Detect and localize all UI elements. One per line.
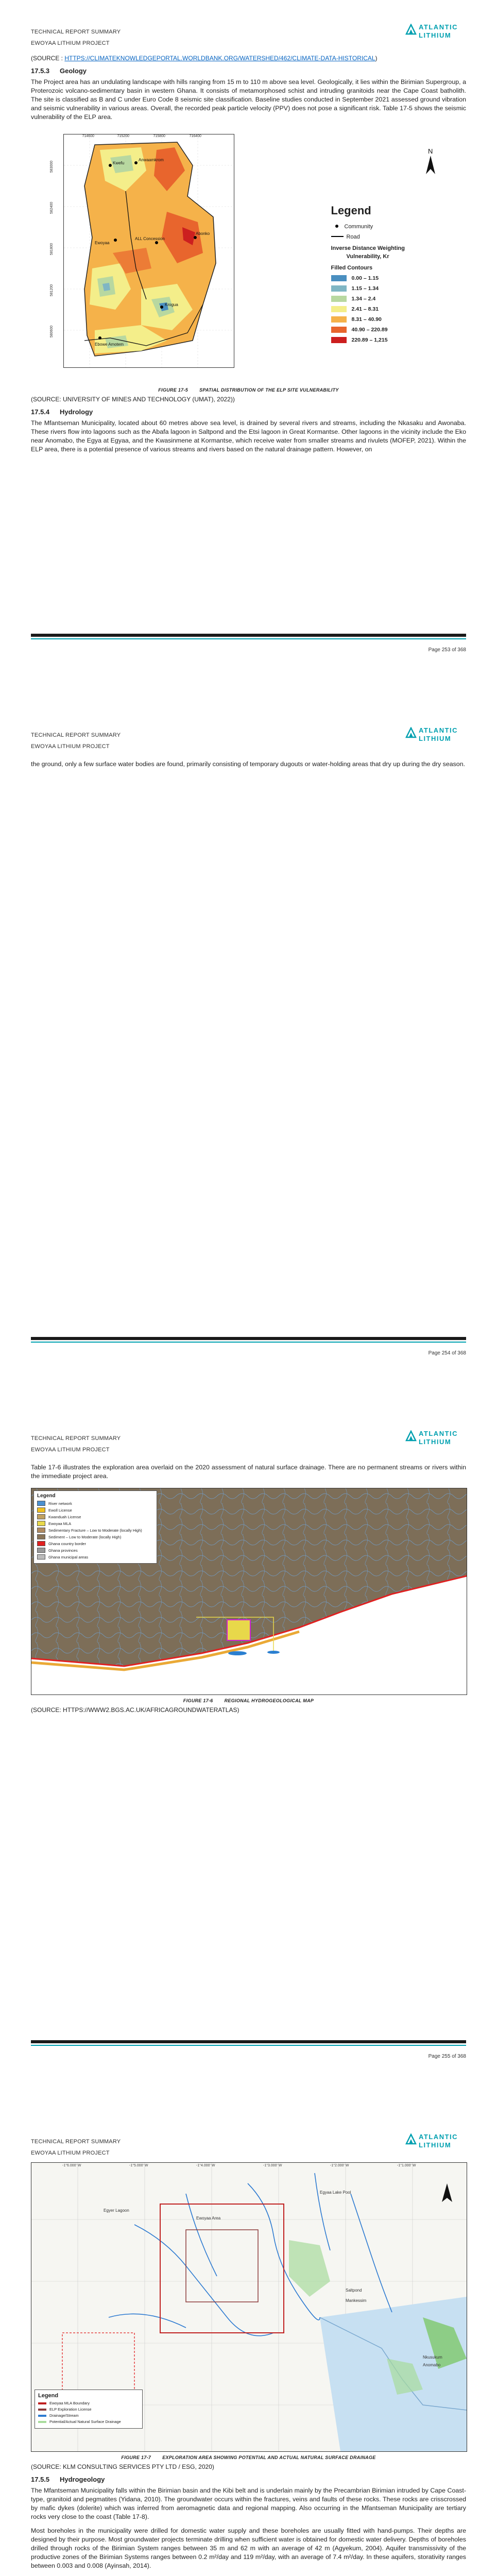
legend-swatch <box>38 2409 46 2411</box>
place-ewoyaa-area: Ewoyaa Area <box>196 2216 221 2221</box>
contour-legend-row <box>331 285 455 292</box>
logo-text-line1: ATLANTIC <box>419 1430 458 1437</box>
contour-label: 8.31 – 40.90 <box>351 316 382 323</box>
report-title: TECHNICAL REPORT SUMMARY <box>31 1435 121 1442</box>
place-concession: ALL Concession <box>134 236 165 241</box>
section-heading-hydrology <box>31 408 466 416</box>
legend-label: Sedimentary Fracture – Low to Moderate (locally High) <box>48 1528 142 1533</box>
atlantic-lithium-logo <box>405 22 466 41</box>
place-anwaamkrom: Anwaamkrom <box>138 158 164 162</box>
figure-17-6-source: (SOURCE: HTTPS://WWW2.BGS.AC.UK/AFRICAGROUNDWATERATLAS) <box>31 1706 239 1714</box>
contour-swatch <box>331 327 347 333</box>
atlantic-lithium-logo <box>405 1428 466 1448</box>
legend-label: Ewoll License <box>48 1507 72 1513</box>
contour-legend-row <box>331 337 455 343</box>
x-tick: -1°5.000' W <box>129 2164 148 2167</box>
legend-swatch <box>37 1501 45 1506</box>
hydrogeology-paragraph-2: Most boreholes in the municipality were drilled for domestic water supply and these boreholes are usually fitted with hand-pumps. Their depths are designed by their purpose. Most groundwater projects terminate drilling when sufficient water is obtained for domestic water delivery. Depths of boreholes drilled through rocks of the Birimian System ranges between 35 m and 62 m with an average of 42 m (Agyekum, 2004). Aquifer transmissivity of the productive zones of the Birimian Systems ranges between 0.2 m²/day and 119 m²/day, with an average of 7.4 m²/day. In these aquifers, storativity ranges between 0.003 and 0.008 (Ayinsah, 2014). <box>31 2527 466 2569</box>
logo-triangle-icon <box>405 2133 417 2145</box>
contour-label: 2.41 – 8.31 <box>351 306 379 312</box>
legend-swatch <box>37 1507 45 1513</box>
legend-swatch <box>38 2402 46 2404</box>
x-tick: 716400 <box>189 134 201 138</box>
figure-17-5-source: (SOURCE: UNIVERSITY OF MINES AND TECHNOLOGY (UMAT), 2022)) <box>31 396 235 403</box>
section-heading-hydrogeology <box>31 2476 466 2483</box>
place-kwefu: Kwefu <box>112 161 124 165</box>
legend-community <box>331 224 455 230</box>
logo-text-line1: ATLANTIC <box>419 23 458 31</box>
vulnerability-map-graphic <box>64 134 234 367</box>
page-254 <box>0 703 497 1406</box>
place-ewoyaa: Ewoyaa <box>94 241 109 245</box>
hydrology-paragraph: The Mfantseman Municipality, located about 60 metres above sea level, is drained by several rivers and streams, including the Nkasaku and Awonaba. These rivers flow into lagoons such as the Abafa lagoon in Saltpond and the Etsi lagoon in Great Kormantse. Other lagoons in the vicinity include the Eko near Anomabo, the Egya at Egyaa, and the Kwasinmene at Kormantse, which receive water from smaller streams and rivulets (MOFEP, 2021). Within the ELP area, there is a potential presence of various streams and rivers based on the natural drainage pattern. However, on <box>31 419 466 453</box>
legend-swatch <box>37 1554 45 1560</box>
contour-swatch <box>331 337 347 343</box>
section-number: 17.5.5 <box>31 2476 50 2483</box>
drain-legend-list <box>38 2401 139 2424</box>
page-number: Page 254 of 368 <box>428 1350 466 1356</box>
report-title: TECHNICAL REPORT SUMMARY <box>31 732 121 738</box>
source-citation <box>31 55 466 62</box>
drain-legend-row <box>38 2401 139 2405</box>
legend-swatch <box>37 1548 45 1553</box>
legend-label: ELP Exploration License <box>49 2407 92 2412</box>
contour-swatch <box>331 316 347 323</box>
section-title: Hydrology <box>60 408 93 416</box>
figure-17-6-caption <box>31 1698 466 1703</box>
hydro-legend-row <box>37 1507 153 1513</box>
footer-rule <box>31 634 466 637</box>
hydro-legend <box>33 1490 157 1564</box>
y-tick: 581200 <box>49 284 54 297</box>
y-tick: 582400 <box>49 201 54 214</box>
report-title: TECHNICAL REPORT SUMMARY <box>31 2139 121 2145</box>
y-tick: 583000 <box>49 160 54 173</box>
hydro-legend-row <box>37 1528 153 1533</box>
footer-accent-rule <box>31 1342 466 1343</box>
legend-label: Drainage/Stream <box>49 2413 79 2418</box>
x-tick: -1°2.000' W <box>330 2164 349 2167</box>
contour-label: 1.34 – 2.4 <box>351 296 376 302</box>
contour-legend-row <box>331 296 455 302</box>
figure-title: SPATIAL DISTRIBUTION OF THE ELP SITE VULNERABILITY <box>199 387 339 393</box>
section-title: Geology <box>60 67 87 75</box>
atlantic-lithium-logo <box>405 2131 466 2151</box>
place-nkusukum: Nkusukum <box>423 2355 442 2360</box>
figure-17-7-source: (SOURCE: KLM CONSULTING SERVICES PTY LTD / ESG, 2020) <box>31 2463 214 2470</box>
place-anomabo: Anomabo <box>423 2363 441 2367</box>
legend-community-label: Community <box>344 224 373 230</box>
hydrology-continued-paragraph: the ground, only a few surface water bodies are found, primarily consisting of temporary dugouts or water-holding areas that dry up during the dry season. <box>31 760 466 768</box>
svg-text:N: N <box>427 147 433 155</box>
contour-legend-row <box>331 316 455 323</box>
section-heading-geology <box>31 67 466 75</box>
logo-triangle-icon <box>405 1430 417 1442</box>
source-prefix: (SOURCE : <box>31 55 65 62</box>
contour-swatch <box>331 275 347 281</box>
legend-idw-line2: Vulnerability, Kr <box>346 253 389 260</box>
page-255 <box>0 1406 497 2110</box>
x-tick: -1°4.000' W <box>196 2164 215 2167</box>
contour-label: 40.90 – 220.89 <box>351 327 388 333</box>
y-tick: 581800 <box>49 243 54 256</box>
drainage-legend <box>35 2389 143 2429</box>
legend-road <box>331 234 455 240</box>
figure-number: FIGURE 17-5 <box>158 387 188 393</box>
road-line-icon <box>331 236 344 237</box>
legend-label: Sediment – Low to Moderate (locally High) <box>48 1534 122 1539</box>
project-name: EWOYAA LITHIUM PROJECT <box>31 40 110 46</box>
contour-legend-row <box>331 306 455 312</box>
section-number: 17.5.3 <box>31 67 50 75</box>
footer-rule <box>31 2040 466 2043</box>
drain-legend-row <box>38 2407 139 2412</box>
logo-triangle-icon <box>405 24 417 35</box>
report-title: TECHNICAL REPORT SUMMARY <box>31 29 121 35</box>
legend-label: River network <box>48 1501 72 1506</box>
community-dot-icon <box>335 225 338 228</box>
map-y-ticks <box>46 134 61 367</box>
legend-label: Kwanduah License <box>48 1514 81 1519</box>
x-tick: -1°6.000' W <box>62 2164 81 2167</box>
logo-text-line1: ATLANTIC <box>419 726 458 734</box>
section-title: Hydrogeology <box>60 2476 105 2483</box>
hydro-legend-list <box>37 1501 153 1560</box>
legend-label: Ghana provinces <box>48 1548 78 1553</box>
place-ebowe: Ebowe Amotem <box>94 342 124 347</box>
hydro-legend-row <box>37 1514 153 1519</box>
legend-swatch <box>37 1521 45 1526</box>
hydro-legend-row <box>37 1541 153 1546</box>
legend-swatch <box>37 1541 45 1546</box>
drainage-intro-paragraph: Table 17-6 illustrates the exploration area overlaid on the 2020 assessment of natural surface drainage. There are no permanent streams or rivers within the immediate project area. <box>31 1464 466 1480</box>
page-253 <box>0 0 497 703</box>
legend-label: Potential/Actual Natural Surface Drainage <box>49 2419 121 2424</box>
drain-legend-row <box>38 2419 139 2424</box>
hydro-legend-row <box>37 1501 153 1506</box>
legend-label: Ghana country border <box>48 1541 86 1546</box>
legend-road-label: Road <box>346 234 360 240</box>
hydrogeology-paragraph-1: The Mfantseman Municipality falls within the Birimian basin and the Kibi belt and is underlain mainly by the Precambrian Birimian intruded by Cape Coast-type, granitoid and pegmatites (Yidana, 2010). The groundwater occurs within the fractures, veins and faults of these rocks. These rocks are crisscrossed by mafic dykes (dolerite) which was inferred from aeromagnetic data and regional mapping. Also occurring in the Mfantseman Municipality are tertiary rocks very close to the coast (Table 17-8). <box>31 2487 466 2520</box>
figure-17-5 <box>43 127 455 384</box>
contour-label: 0.00 – 1.15 <box>351 275 379 281</box>
legend-swatch <box>38 2415 46 2417</box>
figure-number: FIGURE 17-6 <box>183 1698 213 1703</box>
page-256 <box>0 2110 497 2576</box>
map4-top-ticks <box>31 2163 467 2170</box>
legend-swatch <box>37 1528 45 1533</box>
source-suffix: ) <box>375 55 378 62</box>
legend-title: Legend <box>38 2393 59 2399</box>
figure-17-5-caption <box>31 387 466 393</box>
place-abonko: Abonko <box>195 231 210 236</box>
project-name: EWOYAA LITHIUM PROJECT <box>31 1447 110 1453</box>
contour-legend-row <box>331 275 455 281</box>
hydro-legend-row <box>37 1534 153 1539</box>
x-tick: 715800 <box>153 134 165 138</box>
project-name: EWOYAA LITHIUM PROJECT <box>31 2150 110 2156</box>
page-number: Page 253 of 368 <box>428 647 466 653</box>
figure-title: REGIONAL HYDROGEOLOGICAL MAP <box>224 1698 314 1703</box>
contour-label: 1.15 – 1.34 <box>351 285 379 292</box>
atlantic-lithium-logo <box>405 725 466 744</box>
x-tick: -1°1.000' W <box>397 2164 416 2167</box>
contour-swatch <box>331 306 347 312</box>
vulnerability-map <box>63 134 234 368</box>
x-tick: -1°3.000' W <box>263 2164 282 2167</box>
x-tick: 714600 <box>82 134 94 138</box>
footer-rule <box>31 1337 466 1340</box>
legend-title: Legend <box>37 1493 56 1499</box>
project-name: EWOYAA LITHIUM PROJECT <box>31 743 110 750</box>
legend-swatch <box>37 1514 45 1519</box>
vulnerability-legend <box>331 204 455 347</box>
place-saltpond: Saltpond <box>346 2288 362 2293</box>
hydrogeological-map <box>31 1488 467 1695</box>
legend-label: Ewoyaa MLA Boundary <box>49 2401 90 2405</box>
page-number: Page 255 of 368 <box>428 2054 466 2059</box>
geology-paragraph: The Project area has an undulating landscape with hills ranging from 15 m to 110 m above sea level. Geologically, it lies within the Birimian Supergroup, a Proterozoic volcano-sedimentary basin in western Ghana. It consists of metamorphosed schist and intruding granitoids near the Cape Coast batholith. The site is classified as B and C under Euro Code 8 seismic site classification. Baseline studies conducted in September 2021 assessed ground vibration and seismic vulnerability in various areas. Overall, the recorded peak particle velocity (PPV) does not pose a significant risk. Table 17-5 shows the seismic vulnerability of the ELP area. <box>31 78 466 121</box>
climate-portal-link[interactable]: HTTPS://CLIMATEKNOWLEDGEPORTAL.WORLDBANK.ORG/WATERSHED/462/CLIMATE-DATA-HISTORICAL <box>64 55 375 62</box>
footer-accent-rule <box>31 2045 466 2046</box>
y-tick: 580600 <box>49 325 54 338</box>
contour-legend-row <box>331 327 455 333</box>
figure-number: FIGURE 17-7 <box>121 2455 151 2460</box>
north-arrow-icon <box>423 147 438 176</box>
legend-title: Legend <box>331 204 371 217</box>
legend-label: Ewoyaa MLA <box>48 1521 72 1526</box>
place-mankessim: Mankessim <box>346 2298 367 2303</box>
figure-17-7-caption <box>31 2455 466 2460</box>
place-egyaa-lake: Egyaa Lake Pool <box>320 2190 351 2195</box>
legend-filled-contours: Filled Contours <box>331 265 373 271</box>
contour-list <box>331 275 455 343</box>
logo-triangle-icon <box>405 727 417 738</box>
logo-text-line2: LITHIUM <box>419 31 452 39</box>
legend-idw-line1: Inverse Distance Weighting <box>331 245 405 251</box>
place-egyer-lagoon: Egyer Lagoon <box>104 2208 129 2213</box>
logo-text-line1: ATLANTIC <box>419 2133 458 2141</box>
contour-swatch <box>331 285 347 292</box>
legend-swatch <box>37 1534 45 1539</box>
logo-text-line2: LITHIUM <box>419 2141 452 2149</box>
contour-swatch <box>331 296 347 302</box>
figure-title: EXPLORATION AREA SHOWING POTENTIAL AND ACTUAL NATURAL SURFACE DRAINAGE <box>162 2455 376 2460</box>
x-tick: 715200 <box>117 134 129 138</box>
logo-text-line2: LITHIUM <box>419 735 452 742</box>
drain-legend-row <box>38 2413 139 2418</box>
map-top-ticks <box>64 134 234 141</box>
legend-swatch <box>38 2421 46 2423</box>
section-number: 17.5.4 <box>31 408 50 416</box>
hydro-legend-row <box>37 1554 153 1560</box>
legend-label: Ghana municipal areas <box>48 1554 89 1560</box>
place-krogua: Krogua <box>164 302 178 307</box>
footer-accent-rule <box>31 638 466 639</box>
hydro-legend-row <box>37 1548 153 1553</box>
logo-text-line2: LITHIUM <box>419 1438 452 1446</box>
hydro-legend-row <box>37 1521 153 1526</box>
drainage-map <box>31 2162 467 2452</box>
contour-label: 220.89 – 1,215 <box>351 337 388 343</box>
